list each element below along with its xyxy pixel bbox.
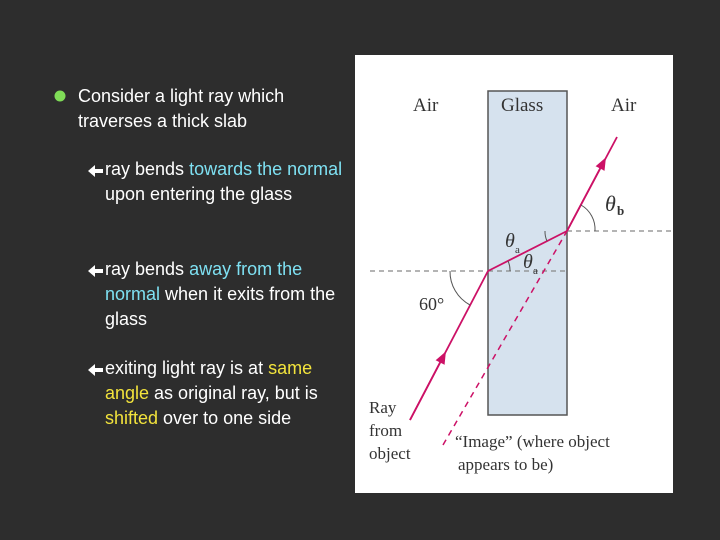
sub2-text-c: when it exits from the glass — [105, 284, 336, 329]
label-60-degrees: 60° — [419, 294, 445, 314]
image-label-line-1: “Image” (where object — [455, 432, 610, 451]
label-air-left: Air — [413, 95, 439, 116]
sub2-highlight: away from the normal — [105, 259, 303, 304]
sub3-highlight-angle: same angle — [105, 358, 313, 403]
sub1-text-c: upon entering the glass — [105, 184, 293, 204]
ray-label-line-3: object — [369, 444, 411, 463]
sub1-highlight: towards the normal — [189, 159, 343, 179]
diagram-svg — [355, 55, 673, 493]
sub2-text-a: ray bends — [105, 259, 190, 279]
theta-a-symbol-top: θ — [505, 230, 515, 252]
theta-a-subscript-top: a — [515, 244, 520, 256]
sub3-text-c: as original ray, but is — [149, 383, 318, 403]
incident-ray-arrow — [410, 357, 443, 420]
ray-label-line-1: Ray — [369, 398, 397, 417]
angle-arc-60 — [450, 271, 470, 305]
theta-b-subscript: b — [617, 203, 625, 218]
sub3-highlight-shifted: shifted — [105, 408, 159, 428]
angle-arc-theta-b — [581, 205, 595, 231]
sub1-text-a: ray bends — [105, 159, 190, 179]
main-bullet-text: Consider a light ray which traverses a thick slab — [78, 86, 285, 131]
sub3-text-a: exiting light ray is at — [105, 358, 269, 378]
refraction-diagram — [355, 55, 673, 493]
theta-a-subscript-bottom: a — [533, 265, 538, 277]
label-air-right: Air — [611, 95, 637, 116]
image-label-line-2: appears to be) — [458, 455, 554, 474]
ray-label-line-2: from — [369, 421, 403, 440]
theta-b-symbol: θ — [605, 191, 616, 216]
sub3-text-e: over to one side — [158, 408, 292, 428]
theta-a-symbol-bottom: θ — [523, 251, 533, 273]
label-glass: Glass — [501, 95, 544, 116]
exit-ray-arrow — [567, 163, 603, 231]
